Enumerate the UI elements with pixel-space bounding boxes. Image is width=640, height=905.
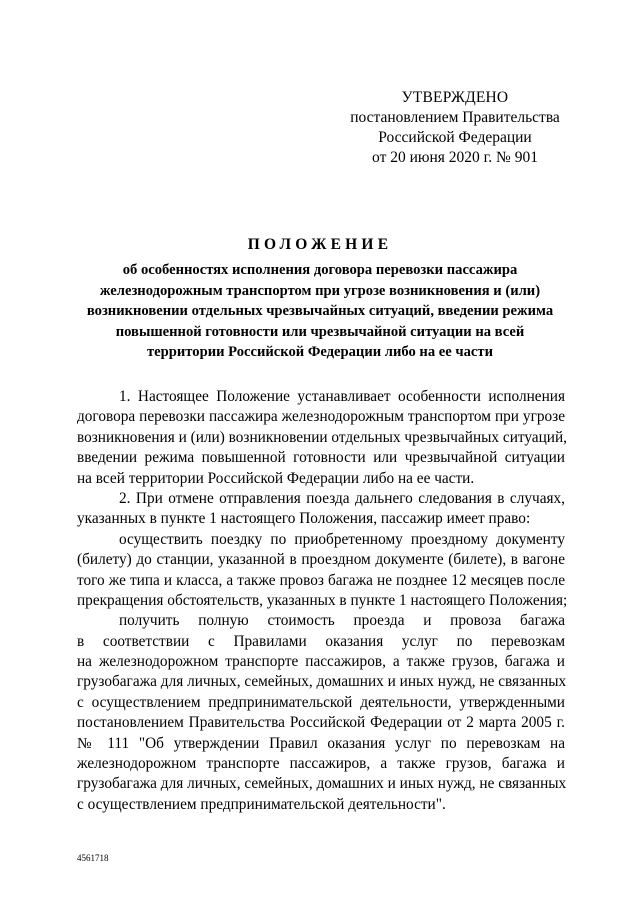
approval-block: [330, 88, 580, 168]
subtitle-line: железнодорожным транспортом при угрозе возникновения и (или): [99, 282, 541, 299]
paragraph-line: с осуществлением предпринимательской деятельности".: [77, 795, 446, 813]
approval-authority: постановлением Правительства: [350, 109, 560, 126]
paragraph-line: с осуществлением предпринимательской деятельности, утвержденными: [77, 693, 565, 711]
paragraph-line: железнодорожном транспорте пассажиров, а также грузов, багажа и: [77, 755, 565, 773]
paragraph-line: № 111 "Об утверждении Правил оказания услуг по перевозкам на: [77, 734, 565, 752]
approval-date-number: от 20 июня 2020 г. № 901: [372, 149, 538, 166]
document-subtitle: [80, 260, 560, 363]
subtitle-line: повышенной готовности или чрезвычайной ситуации на всей: [115, 323, 525, 340]
paragraph-line: 1. Настоящее Положение устанавливает особенности исполнения: [119, 388, 565, 405]
approval-heading: УТВЕРЖДЕНО: [401, 89, 509, 106]
paragraph-line: на всей территории Российской Федерации либо на ее части.: [77, 469, 475, 487]
paragraph-line: в соответствии с Правилами оказания услуг по перевозкам: [77, 632, 565, 650]
paragraph-line: 2. При отмене отправления поезда дальнего следования в случаях,: [119, 489, 565, 507]
paragraph-line: возникновения и (или) возникновении отдельных чрезвычайных ситуаций,: [77, 428, 567, 446]
paragraph-line: грузобагажа для личных, семейных, домашних и иных нужд, не связанных: [77, 775, 567, 793]
paragraph-line: введении режима повышенной готовности или чрезвычайной ситуации: [77, 449, 565, 467]
document-title: ПОЛОЖЕНИЕ: [247, 236, 393, 253]
paragraph-line: того же типа и класса, а также провоз багажа не позднее 12 месяцев после: [77, 571, 565, 589]
subtitle-line: возникновении отдельных чрезвычайных ситуаций, введении режима: [86, 303, 554, 319]
paragraph-line: получить полную стоимость проезда и провоза багажа: [119, 612, 565, 630]
paragraph-line: (билету) до станции, указанной в проездном документе (билете), в вагоне: [77, 551, 565, 569]
paragraph-line: грузобагажа для личных, семейных, домашних и иных нужд, не связанных: [77, 673, 567, 691]
paragraph-line: на железнодорожном транспорте пассажиров, а также грузов, багажа и: [77, 653, 565, 671]
document-body: [77, 387, 568, 815]
subtitle-line: территории Российской Федерации либо на ее части: [147, 344, 493, 360]
paragraph-line: договора перевозки пассажира железнодорожным транспортом при угрозе: [77, 408, 565, 426]
approval-country: Российской Федерации: [378, 129, 532, 146]
document-code: 4561718: [77, 853, 109, 863]
paragraph-line: прекращения обстоятельств, указанных в пункте 1 настоящего Положения;: [77, 591, 568, 609]
paragraph-line: постановлением Правительства Российской Федерации от 2 марта 2005 г.: [77, 714, 565, 732]
paragraph-line: осуществить поездку по приобретенному проездному документу: [119, 530, 565, 548]
subtitle-line: об особенностях исполнения договора перевозки пассажира: [122, 262, 518, 278]
paragraph-line: указанных в пункте 1 настоящего Положения, пассажир имеет право:: [77, 510, 531, 528]
